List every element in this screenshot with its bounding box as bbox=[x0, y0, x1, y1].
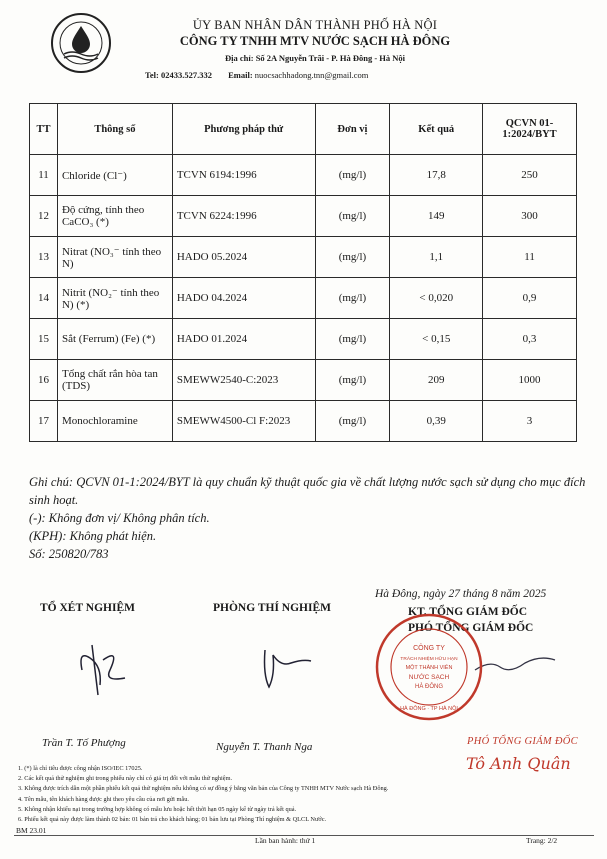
row-number: 16 bbox=[30, 360, 58, 401]
table-row bbox=[30, 319, 577, 360]
note-not-detected: (KPH): Không phát hiện. bbox=[29, 529, 157, 543]
svg-text:CÔNG TY: CÔNG TY bbox=[413, 645, 445, 652]
row-number: 17 bbox=[30, 401, 58, 442]
table-row bbox=[30, 155, 577, 196]
parameter-cell: Monochloramine bbox=[57, 401, 172, 442]
result-cell: 1,1 bbox=[390, 237, 483, 278]
signer-role-2: PHÓ TỔNG GIÁM ĐỐC bbox=[408, 622, 534, 634]
unit-cell: (mg/l) bbox=[315, 237, 390, 278]
results-table bbox=[29, 103, 577, 442]
row-number: 12 bbox=[30, 196, 58, 237]
svg-text:HÀ ĐÔNG · TP HÀ NỘI: HÀ ĐÔNG · TP HÀ NỘI bbox=[400, 706, 458, 712]
table-header-row bbox=[30, 104, 577, 155]
footnote-3: 3. Không được trích dẫn một phần phiếu kết quả thử nghiệm nếu không có sự đồng ý bằng văn bản của Công ty TNHH MTV Nước sạch Hà Đông. bbox=[18, 785, 389, 793]
document-number: Số: 250820/783 bbox=[29, 547, 109, 561]
laboratory-signer-name: Nguyễn T. Thanh Nga bbox=[216, 741, 313, 753]
limit-cell: 3 bbox=[483, 401, 577, 442]
method-cell: TCVN 6194:1996 bbox=[172, 155, 315, 196]
method-cell: HADO 05.2024 bbox=[172, 237, 315, 278]
svg-text:TRÁCH NHIỆM HỮU HẠN: TRÁCH NHIỆM HỮU HẠN bbox=[400, 657, 458, 662]
company-name: CÔNG TY TNHH MTV NƯỚC SẠCH HÀ ĐÔNG bbox=[179, 34, 451, 48]
unit-cell: (mg/l) bbox=[315, 401, 390, 442]
unit-cell: (mg/l) bbox=[315, 360, 390, 401]
company-contact bbox=[145, 70, 368, 80]
tel-value: 02433.527.332 bbox=[160, 70, 212, 80]
company-address bbox=[120, 53, 510, 63]
table-row bbox=[30, 401, 577, 442]
unit-cell: (mg/l) bbox=[315, 155, 390, 196]
parameter-cell: Độ cứng, tính theo CaCO₃ (*) bbox=[57, 196, 172, 237]
row-number: 13 bbox=[30, 237, 58, 278]
signature-middle bbox=[245, 635, 315, 700]
table-row bbox=[30, 278, 577, 319]
footnote-6: 6. Phiếu kết quả này được làm thành 02 bản: 01 bản trả cho khách hàng; 01 bản lưu tại Phòng Thí nghiệm & QLCL Nước. bbox=[18, 816, 327, 824]
method-cell: HADO 01.2024 bbox=[172, 319, 315, 360]
svg-text:MỘT THÀNH VIÊN: MỘT THÀNH VIÊN bbox=[405, 665, 453, 671]
note-no-unit: (-): Không đơn vị/ Không phân tích. bbox=[29, 511, 210, 525]
authority-name: ỦY BAN NHÂN DÂN THÀNH PHỐ HÀ NỘI bbox=[192, 18, 438, 32]
edition-number: Lần ban hành: thứ 1 bbox=[255, 836, 316, 845]
footnote-5: 5. Không nhận khiếu nại trong trường hợp không có mẫu lưu hoặc hết thời hạn 05 ngày kể từ ngày trả kết quả. bbox=[18, 805, 297, 813]
limit-cell: 300 bbox=[483, 196, 577, 237]
method-cell: SMEWW2540-C:2023 bbox=[172, 360, 315, 401]
email-value: nuocsachhadong.tnn@gmail.com bbox=[254, 70, 369, 80]
result-cell: < 0,15 bbox=[390, 319, 483, 360]
header-method: Phương pháp thử bbox=[172, 104, 315, 155]
row-number: 11 bbox=[30, 155, 58, 196]
parameter-cell: Sắt (Ferrum) (Fe) (*) bbox=[57, 319, 172, 360]
note-standard: Ghi chú: QCVN 01-1:2024/BYT là quy chuẩn kỹ thuật quốc gia về chất lượng nước sạch sử dụng cho mục đích sinh hoạt. bbox=[29, 475, 586, 507]
header-unit: Đơn vị bbox=[315, 104, 390, 155]
laboratory-title: PHÒNG THÍ NGHIỆM bbox=[213, 602, 331, 614]
method-cell: TCVN 6224:1996 bbox=[172, 196, 315, 237]
limit-cell: 1000 bbox=[483, 360, 577, 401]
limit-cell: 0,3 bbox=[483, 319, 577, 360]
parameter-cell: Tổng chất rắn hòa tan (TDS) bbox=[57, 360, 172, 401]
method-cell: SMEWW4500-Cl F:2023 bbox=[172, 401, 315, 442]
table-row bbox=[30, 196, 577, 237]
deputy-director-name: Tô Anh Quân bbox=[466, 754, 571, 773]
row-number: 15 bbox=[30, 319, 58, 360]
row-number: 14 bbox=[30, 278, 58, 319]
lab-team-signer-name: Trần T. Tố Phượng bbox=[42, 737, 126, 749]
limit-cell: 0,9 bbox=[483, 278, 577, 319]
page-number: Trang: 2/2 bbox=[526, 836, 558, 845]
signature-left bbox=[70, 640, 140, 700]
limit-cell: 11 bbox=[483, 237, 577, 278]
notes bbox=[29, 473, 589, 563]
address-label: Địa chỉ: bbox=[224, 53, 254, 63]
lab-team-title: TỔ XÉT NGHIỆM bbox=[40, 602, 135, 614]
footnote-2: 2. Các kết quả thử nghiệm ghi trong phiếu này chỉ có giá trị đối với mẫu thử nghiệm. bbox=[18, 775, 233, 783]
header-parameter: Thông số bbox=[57, 104, 172, 155]
parameter-cell: Nitrit (NO₂⁻ tính theo N) (*) bbox=[57, 278, 172, 319]
footnote-4: 4. Tên mẫu, tên khách hàng được ghi theo yêu cầu của nơi gửi mẫu. bbox=[18, 795, 189, 803]
water-company-logo-icon bbox=[50, 12, 112, 74]
unit-cell: (mg/l) bbox=[315, 319, 390, 360]
address-value: Số 2A Nguyễn Trãi - P. Hà Đông - Hà Nội bbox=[255, 53, 406, 63]
tel-label: Tel: bbox=[145, 70, 159, 80]
result-cell: 209 bbox=[390, 360, 483, 401]
table-row bbox=[30, 237, 577, 278]
company-logo bbox=[50, 12, 112, 74]
company-seal bbox=[374, 612, 484, 722]
svg-text:HÀ ĐÔNG: HÀ ĐÔNG bbox=[414, 684, 444, 690]
header-tt: TT bbox=[30, 104, 58, 155]
svg-text:NƯỚC SẠCH: NƯỚC SẠCH bbox=[408, 674, 450, 681]
signer-role-1: KT. TỔNG GIÁM ĐỐC bbox=[408, 606, 528, 618]
issue-date: Hà Đông, ngày 27 tháng 8 năm 2025 bbox=[375, 588, 547, 600]
unit-cell: (mg/l) bbox=[315, 196, 390, 237]
footnote-1: 1. (*) là chỉ tiêu được công nhận ISO/IEC 17025. bbox=[18, 765, 143, 772]
header-standard: QCVN 01-1:2024/BYT bbox=[483, 104, 577, 155]
parameter-cell: Nitrat (NO₃⁻ tính theo N) bbox=[57, 237, 172, 278]
result-cell: 149 bbox=[390, 196, 483, 237]
limit-cell: 250 bbox=[483, 155, 577, 196]
footnotes bbox=[18, 764, 578, 825]
result-cell: < 0,020 bbox=[390, 278, 483, 319]
unit-cell: (mg/l) bbox=[315, 278, 390, 319]
result-cell: 17,8 bbox=[390, 155, 483, 196]
parameter-cell: Chloride (Cl⁻) bbox=[57, 155, 172, 196]
header-result: Kết quả bbox=[390, 104, 483, 155]
method-cell: HADO 04.2024 bbox=[172, 278, 315, 319]
table-row bbox=[30, 360, 577, 401]
form-code: BM 23.01 bbox=[16, 826, 47, 835]
result-cell: 0,39 bbox=[390, 401, 483, 442]
email-label: Email: bbox=[228, 70, 253, 80]
deputy-director-caption: PHÓ TỔNG GIÁM ĐỐC bbox=[467, 736, 578, 747]
